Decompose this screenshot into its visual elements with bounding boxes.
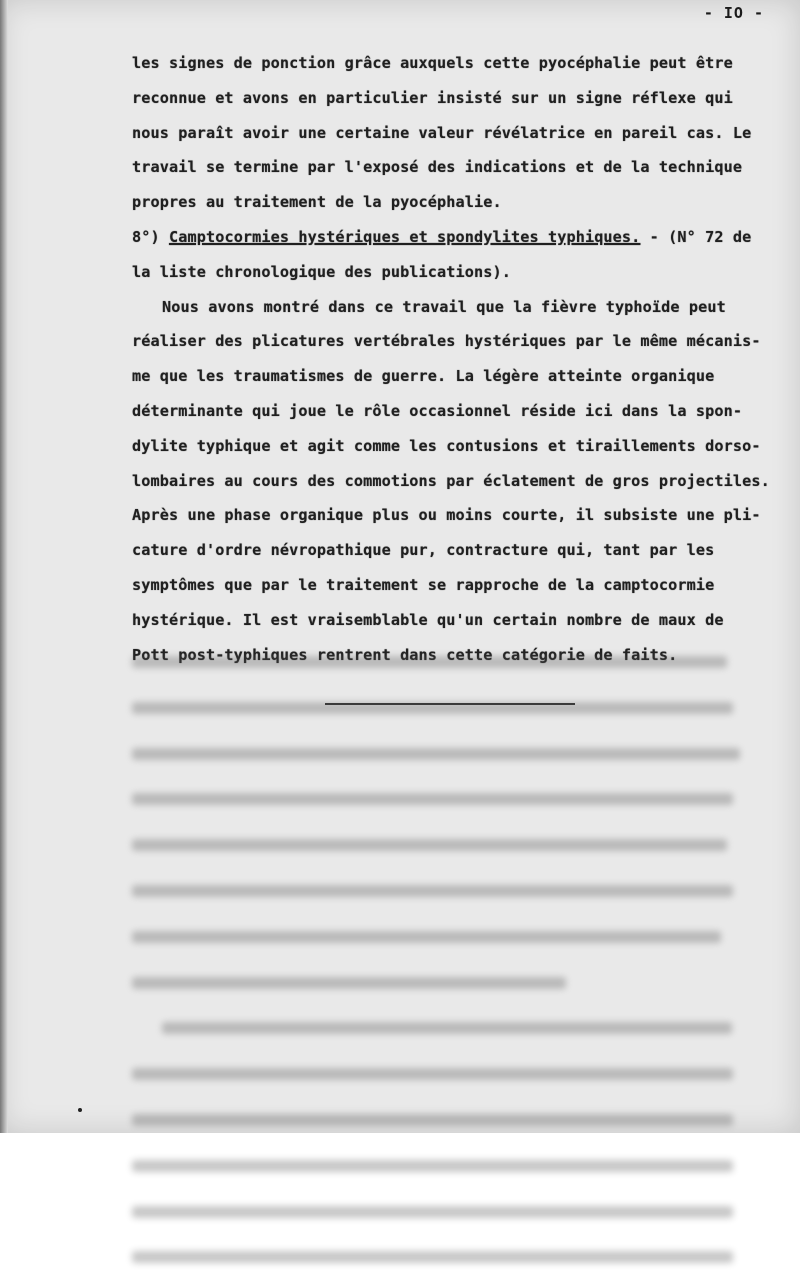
section-reference: - (N° 72 de bbox=[649, 227, 752, 246]
body-line: Nous avons montré dans ce travail que la fièvre typhoïde peut bbox=[162, 297, 726, 316]
body-line: déterminante qui joue le rôle occasionnel réside ici dans la spon- bbox=[132, 401, 743, 420]
paragraph-line: nous paraît avoir une certaine valeur révélatrice en pareil cas. Le bbox=[132, 123, 752, 142]
section-title: Camptocormies hystériques et spondylites typhiques. bbox=[168, 227, 641, 246]
section-number: 8°) bbox=[132, 227, 160, 246]
body-line: réaliser des plicatures vertébrales hystériques par le même mécanis- bbox=[132, 332, 761, 351]
body-line: me que les traumatismes de guerre. La légère atteinte organique bbox=[132, 367, 715, 386]
body-line: lombaires au cours des commotions par éclatement de gros projectiles. bbox=[132, 471, 770, 490]
page-edge-shadow bbox=[0, 0, 8, 1133]
body-line: cature d'ordre névropathique pur, contracture qui, tant par les bbox=[132, 541, 715, 560]
page-speck bbox=[78, 1108, 82, 1112]
paragraph-line: propres au traitement de la pyocéphalie. bbox=[132, 193, 502, 212]
section-reference-continued: la liste chronologique des publications). bbox=[132, 262, 511, 281]
body-line: dylite typhique et agit comme les contusions et tiraillements dorso- bbox=[132, 436, 761, 455]
page-number: - IO - bbox=[703, 4, 764, 22]
body-line: hystérique. Il est vraisemblable qu'un certain nombre de maux de bbox=[132, 610, 724, 629]
body-line: symptômes que par le traitement se rapproche de la camptocormie bbox=[132, 575, 715, 594]
paragraph-line: les signes de ponction grâce auxquels cette pyocéphalie peut être bbox=[132, 54, 733, 72]
section-heading bbox=[132, 220, 752, 255]
paragraph-line: travail se termine par l'exposé des indications et de la technique bbox=[132, 158, 743, 177]
paragraph-line: reconnue et avons en particulier insisté sur un signe réflexe qui bbox=[132, 88, 733, 107]
bleed-through-text bbox=[132, 645, 752, 1286]
body-line: Après une phase organique plus ou moins courte, il subsiste une pli- bbox=[132, 506, 761, 525]
body-line: Pott post-typhiques rentrent dans cette catégorie de faits. bbox=[132, 645, 678, 664]
separator-rule bbox=[325, 703, 575, 705]
typed-text-block bbox=[132, 46, 770, 672]
